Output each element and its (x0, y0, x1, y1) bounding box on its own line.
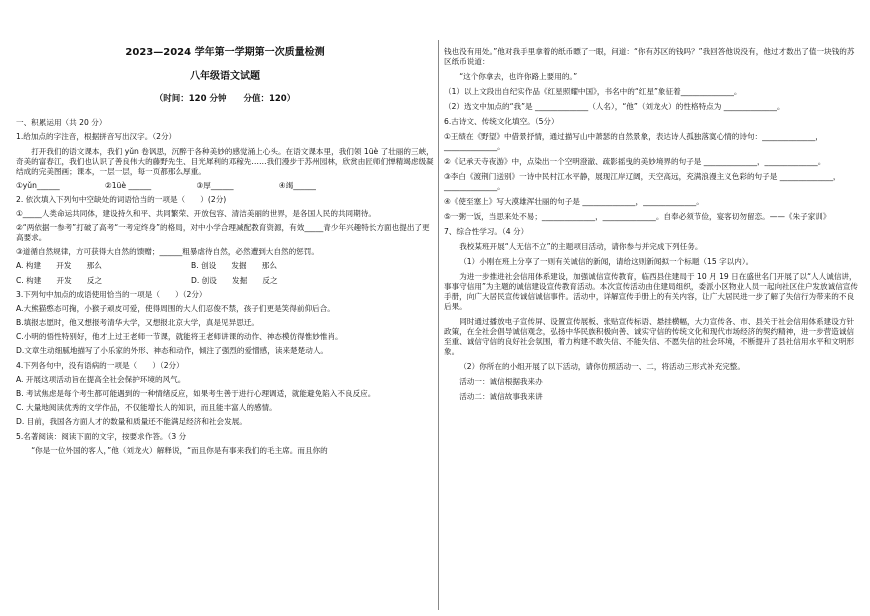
exam-title: 2023—2024 学年第一学期第一次质量检测 (125, 47, 325, 58)
q5-part-1: （1）以上文段出自纪实作品《红星照耀中国》，书名中的“红星”象征着______________。 (444, 86, 742, 96)
blank-4: ④竭______ (278, 180, 316, 190)
news-paragraph-1: 为进一步推进社会信用体系建设，加强诚信宣传教育，临西县住建局于 10 月 19 日在盛世名门开展了以“人人诚信讲，事事守信用”为主题的诚信建设宣传教育活动。本次宣传活动由住建局组织，委派小区物业人员一起向社区住户发放诚信宣传手册，向广大居民宣传诚信诚信事件。活动中，详解宣传手册上的有关内容，让广大居民进一步了解了失信行为带来的不良后果。 (444, 271, 858, 311)
sentence-1: ①_____人类命运共同体，建设持久和平、共同繁荣、开放包容、清洁美丽的世界，是各国人民的共同期待。 (16, 208, 376, 218)
q3-option-c: C.小明的悟性特别好，他才上过王老师一节课，就能将王老师讲课的动作、神态模仿得惟妙惟肖。 (16, 332, 343, 342)
q7-intro: 我校某班开展“人无信不立”的主题项目活动，请你参与并完成下列任务。 (459, 241, 703, 251)
q4-option-b: B. 考试焦虑是每个考生都可能遇到的一种情绪反应，如果考生善于进行心理调适，就能避免陷入不良反应。 (16, 389, 376, 399)
left-column (16, 0, 434, 458)
blank-3: ③厚______ (196, 180, 234, 190)
activity-2: 活动二：诚信故事我来讲 (459, 391, 543, 401)
q6-item-5: ⑤一粥一饭，当思来处不易；______________，______________。自奉必须节俭，宴客切勿留恋。——《朱子家训》 (444, 211, 831, 221)
q5-part-2: （2）选文中加点的“我”是 ______________（人名），“他”（刘龙火）的性格特点为 ______________。 (444, 101, 785, 111)
question-7: 7、综合性学习。（4 分） (444, 226, 529, 236)
options-ab (16, 259, 434, 273)
blank-2: ②1üè ______ (104, 180, 152, 190)
passage-5-cont: 钱也没有用处。”他对我手里拿着的纸币瞟了一眼，问道：“你有苏区的钱吗？”我回答他说没有，他过才数出了值一块钱的苏区纸币说道： (444, 46, 855, 66)
option-a: A. 构建 开发 那么 (16, 261, 102, 271)
question-1: 1.给加点的字注音，根据拼音写出汉字。（2分） (16, 132, 177, 142)
passage-5-quote: “这个你拿去，也许你路上要用的。” (459, 71, 578, 81)
pinyin-blanks (16, 179, 316, 193)
right-column (444, 0, 858, 404)
question-4: 4.下列各句中，没有语病的一项是（ ）（2分） (16, 360, 184, 370)
q7-part-2: （2）你所在的小组开展了以下活动，请你仿照活动一、二，将活动三形式补充完整。 (459, 361, 745, 371)
left-body (16, 116, 434, 458)
option-b: B. 创设 发掘 那么 (191, 261, 277, 271)
sentence-2: ②“两依据一参考”打破了高考“一考定终身”的格局，对中小学合理减配教育资源，有效_____青少年兴趣特长方面也提出了更高要求。 (16, 223, 430, 243)
q6-item-2: ②《记承天寺夜游》中，点染出一个空明澄澈、疏影摇曳的美妙境界的句子是 ______________，______________。 (444, 156, 826, 166)
question-6: 6.古诗文、传统文化填空。（5分） (444, 116, 559, 126)
question-3: 3.下列句中加点的成语使用恰当的一项是（ ）（2分） (16, 289, 207, 299)
activity-1: 活动一：诚信根据我来办 (459, 376, 543, 386)
q6-item-4: ④《使至塞上》写大漠雄浑壮丽的句子是 ______________，______________。 (444, 196, 704, 206)
option-d: D. 创设 发掘 反之 (191, 275, 278, 285)
q3-option-b: B.填报志愿时，他又想报考清华大学，又想报北京大学，真是见异思迁。 (16, 318, 260, 328)
option-c: C. 构建 开发 反之 (16, 275, 103, 285)
q7-part-1: （1）小刚在班上分享了一则有关诚信的新闻，请给这则新闻拟一个标题（15 字以内）。 (459, 256, 754, 266)
news-paragraph-2: 同时通过播放电子宣传屏、设置宣传展板、张贴宣传标语、悬挂横幅，大力宣传各、市、县关于社会信用体系建设方针政策，在全社会倡导诚信观念，弘扬中华民族积极向善、诚实守信的传统文化和现代市场经济的契约精神，进一步营造诚信至重、诚信守信的良好社会氛围，着力构建不敢失信、不能失信、不愿失信的社会环境，不断提升了县社信用水平和文明形象。 (444, 316, 855, 356)
q6-item-1: ①王绩在《野望》中借景抒情，通过描写山中萧瑟的自然景象，表达诗人孤独落寞心情的诗句：______________，______________。 (444, 131, 823, 151)
blank-1: ①yǔn______ (16, 180, 60, 190)
q3-option-d: D.文章生动细腻地描写了小乐家的外形、神态和动作，倾注了强烈的爱憎感，读来楚楚动人。 (16, 346, 329, 356)
options-cd (16, 274, 434, 288)
exam-subtitle: 八年级语文试题 (190, 71, 260, 82)
column-divider (438, 40, 439, 610)
passage-5: “你是一位外国的客人，”他（刘龙火）解释说，“而且你是有事来我们的毛主席。而且你的 (31, 445, 328, 455)
sentence-3: ③道循自然规律，方可获得大自然的馈赠；______粗暴虐待自然，必然遭到大自然的惩罚。 (16, 247, 319, 257)
q6-item-3: ③李白《渡荆门送别》一诗中民村江水平静，展现江岸辽阔，天空高远，充满浪漫主义色彩的句子是 ______________，______________。 (444, 171, 841, 191)
passage-1: 打开我们的语文课本，我们 yǔn 卷讽思，沉醉于各种美妙的感觉涌上心头。在语文课本里，我们领 1üè 了壮丽的三峡，奇美的富春江，我们也认识了善良伟大的藤野先生、目光犀利的邓稼先……我们漫步于苏州园林，欣赏由匠师们惮精竭虑级凝结成的完美图画；课本，一层一层，每一页都那么厚重。 (16, 146, 434, 176)
section-heading: 一、积累运用（共 20 分） (16, 118, 107, 128)
q4-option-c: C. 大量地阅读优秀的文学作品，不仅能增长人的知识，而且能丰富人的感情。 (16, 403, 277, 413)
question-2: 2. 依次填入下列句中空缺处的词语恰当的一项是（ ）(2分) (16, 194, 227, 204)
q4-option-a: A. 开展这项活动旨在提高全社会保护环境的风气。 (16, 374, 186, 384)
q3-option-a: A.大熊猫憨态可掬，小猴子顽皮可爱，使得周围的大人们忍俊不禁，孩子们更是笑得前仰后合。 (16, 303, 335, 313)
exam-meta: （时间：120 分钟 分值：120） (154, 94, 296, 104)
q4-option-d: D. 目前，我国各方面人才的数量和质量还不能满足经济和社会发展。 (16, 417, 247, 427)
question-5: 5.名著阅读：阅读下面的文字，按要求作答。（3 分 (16, 431, 187, 441)
